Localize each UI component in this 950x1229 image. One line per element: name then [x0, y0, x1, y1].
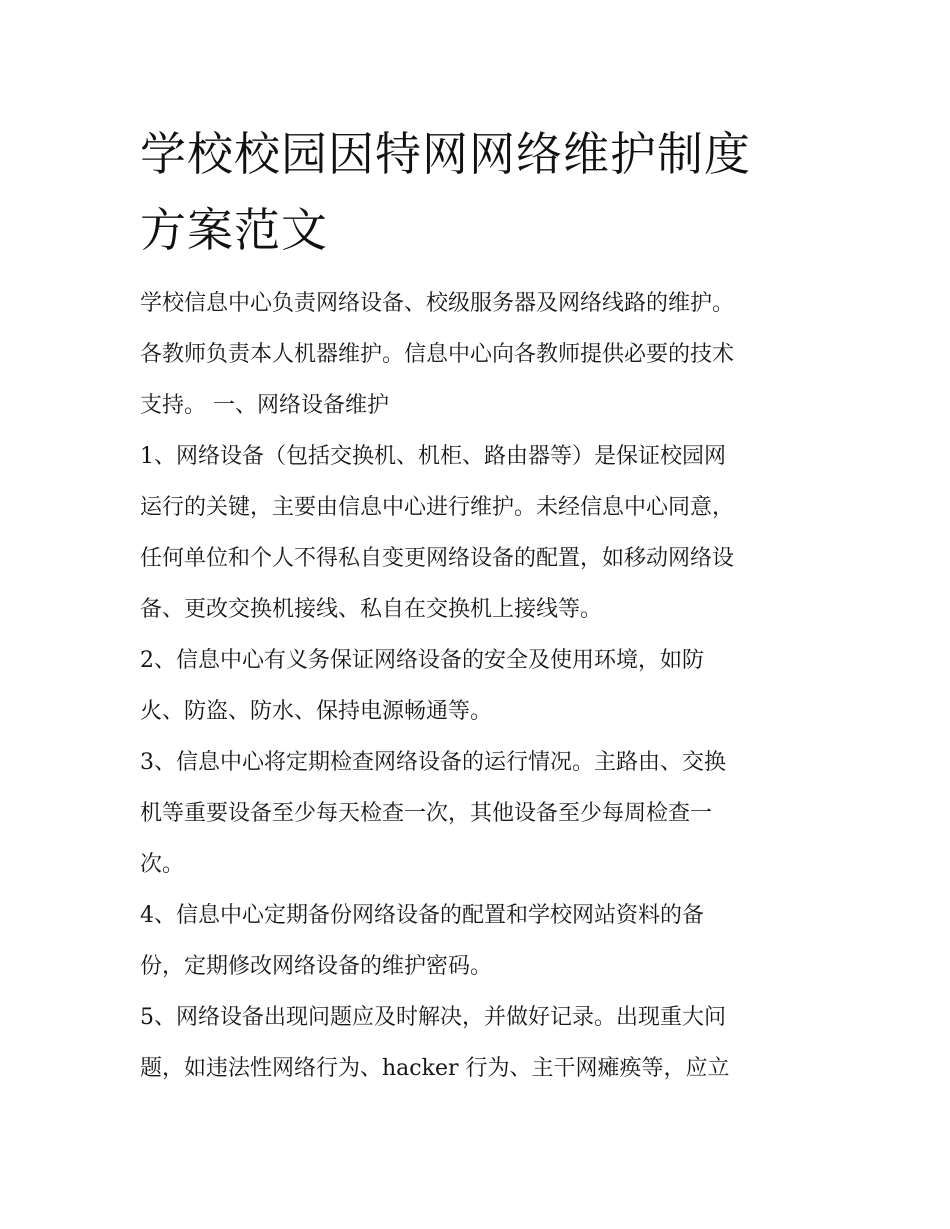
- text-line: 题，如违法性网络行为、hacker 行为、主干网瘫痪等，应立: [140, 1056, 730, 1081]
- title-line: 学校校园因特网网络维护制度: [140, 127, 751, 181]
- text-line: 4、信息中心定期备份网络设备的配置和学校网站资料的备: [140, 903, 704, 928]
- text-line: 次。: [140, 852, 185, 877]
- intro-paragraph: [140, 278, 820, 431]
- text-line: 火、防盗、防水、保持电源畅通等。: [140, 699, 493, 724]
- document-content: [140, 116, 820, 1094]
- text-line: 3、信息中心将定期检查网络设备的运行情况。主路由、交换: [140, 750, 726, 775]
- text-line: 运行的关键，主要由信息中心进行维护。未经信息中心同意，: [140, 495, 735, 520]
- paragraph-3: [140, 737, 820, 890]
- paragraph-4: [140, 890, 820, 992]
- paragraph-2: [140, 635, 820, 737]
- text-line: 备、更改交换机接线、私自在交换机上接线等。: [140, 597, 603, 622]
- document-title: [140, 116, 820, 268]
- text-line: 任何单位和个人不得私自变更网络设备的配置，如移动网络设: [140, 546, 735, 571]
- paragraph-1: [140, 431, 820, 635]
- paragraph-5: [140, 992, 820, 1094]
- text-line: 学校信息中心负责网络设备、校级服务器及网络线路的维护。: [140, 291, 735, 316]
- text-line: 各教师负责本人机器维护。信息中心向各教师提供必要的技术: [140, 342, 735, 367]
- text-line: 份，定期修改网络设备的维护密码。: [140, 954, 493, 979]
- text-line: 支持。 一、网络设备维护: [140, 393, 389, 418]
- title-line: 方案范文: [140, 203, 328, 257]
- text-line: 机等重要设备至少每天检查一次，其他设备至少每周检查一: [140, 801, 713, 826]
- text-line: 5、网络设备出现问题应及时解决，并做好记录。出现重大问: [140, 1005, 726, 1030]
- text-line: 2、信息中心有义务保证网络设备的安全及使用环境，如防: [140, 648, 704, 673]
- text-line: 1、网络设备（包括交换机、机柜、路由器等）是保证校园网: [140, 444, 726, 469]
- document-body: [140, 278, 820, 1094]
